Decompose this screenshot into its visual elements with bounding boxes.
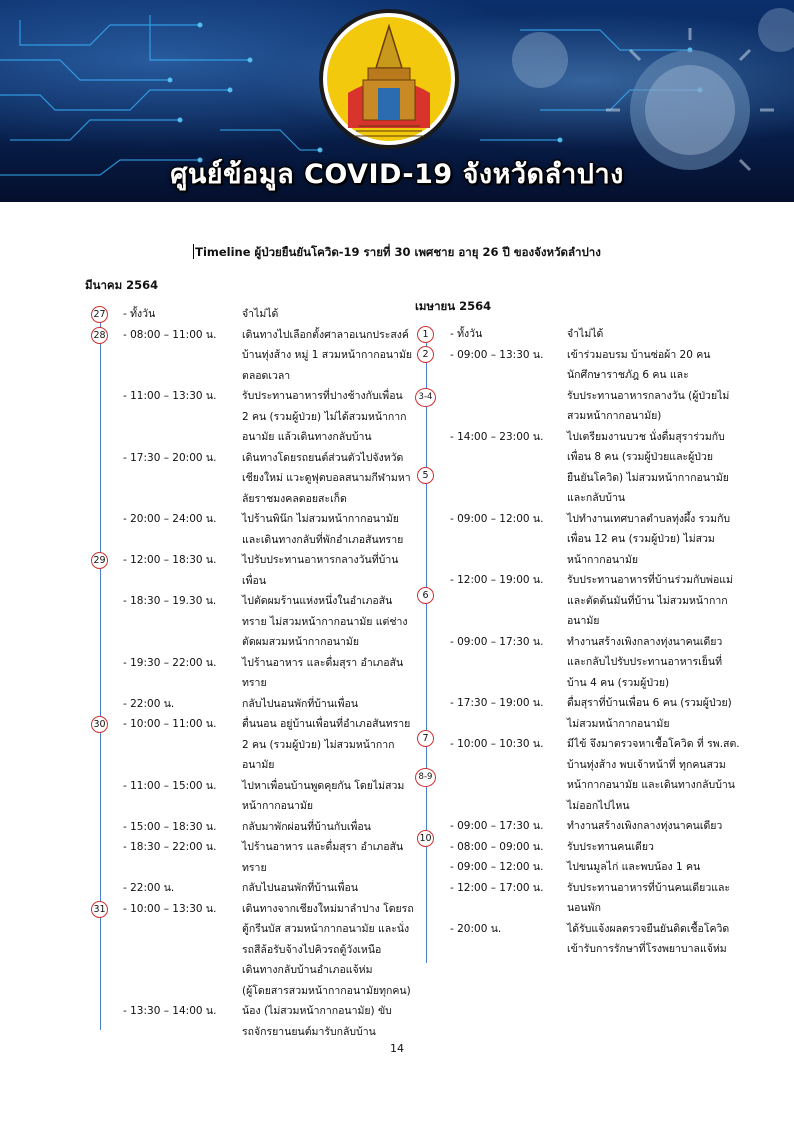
entry-description-line: เข้าร่วมอบรม บ้านซ่อผ้า 20 คน: [567, 348, 711, 361]
entry-time: - 18:30 – 19.30 น.: [123, 595, 217, 607]
day-marker: 31: [91, 901, 108, 918]
entry-description-line: รับประทานอาหารกลางวัน (ผู้ป่วยไม่: [567, 389, 730, 402]
virus-icon: [512, 8, 794, 170]
entry-description-line: ไปรับประทานอาหารกลางวันที่บ้าน: [242, 554, 399, 566]
entry-description-line: ทราย ไม่สวมหน้ากากอนามัย แต่ช่าง: [242, 615, 408, 628]
month-april: เมษายน 2564: [415, 299, 492, 313]
day-marker: 27: [91, 306, 108, 323]
entry-description-line: รับประทานอาหารที่ปางช้างกับเพื่อน: [242, 390, 403, 402]
entry-time: - 13:30 – 14:00 น.: [123, 1005, 217, 1017]
entry-description-line: มีไข้ จึงมาตรวจหาเชื้อโควิด ที่ รพ.สต.: [567, 738, 740, 750]
entry-description-line: รถสีล้อรับจ้างไปคิวรถตู้วังเหนือ: [242, 943, 382, 956]
entry-time: - 18:30 – 22:00 น.: [123, 841, 217, 853]
entry-time: - 11:00 – 15:00 น.: [123, 779, 217, 792]
entry-time: - 10:00 – 11:00 น.: [123, 718, 217, 730]
entry-time: - 12:00 – 18:30 น.: [123, 554, 217, 566]
entry-description-line: น้อง (ไม่สวมหน้ากากอนามัย) ขับ: [242, 1005, 392, 1017]
entry-time: - 20:00 – 24:00 น.: [123, 513, 217, 525]
entry-description-line: ทราย: [242, 861, 267, 874]
day-marker: 2: [417, 346, 434, 363]
entry-description-line: ไปร้านพิน๊ก ไม่สวมหน้ากากอนามัย: [242, 513, 399, 525]
page-number: 14: [390, 1042, 404, 1055]
entry-time: - 09:00 – 12:00 น.: [450, 861, 544, 873]
entry-description-line: ไปร้านอาหาร และดื่มสุรา อำเภอสัน: [242, 841, 404, 853]
month-march: มีนาคม 2564: [85, 278, 159, 292]
entry-description-line: หน้ากากอนามัย: [242, 800, 314, 812]
header-banner: [0, 0, 794, 202]
entry-description-line: ไม่ออกไปไหน: [567, 799, 630, 812]
document-title-text: Timeline ผู้ป่วยยืนยันโควิด-19 รายที่ 30 เพศชาย อายุ 26 ปี ของจังหวัดลำปาง: [195, 245, 601, 259]
entry-time: - 09:00 – 17:30 น.: [450, 820, 544, 832]
entry-description-line: ไปตัดผมร้านแห่งหนึ่งในอำเภอสัน: [242, 595, 393, 607]
entry-description-line: ตู้กรีนบัส สวมหน้ากากอนามัย และนั่ง: [242, 923, 410, 935]
entry-description-line: จำไม่ได้: [242, 308, 279, 320]
entry-time: - 09:00 – 17:30 น.: [450, 635, 544, 648]
entry-description-line: ตลอดเวลา: [242, 369, 291, 382]
entry-description-line: และเดินทางกลับที่พักอำเภอสันทราย: [242, 533, 404, 546]
entry-description-line: รับประทานคนเดียว: [567, 840, 654, 853]
day-marker: 29: [91, 552, 108, 569]
entry-description-line: และกลับบ้าน: [567, 492, 626, 504]
entry-description-line: ไปทำงานเทศบาลตำบลทุ่งผึ้ง รวมกับ: [567, 512, 731, 525]
day-marker: 28: [91, 327, 108, 344]
timeline-line-april: [426, 343, 427, 963]
day-marker: 1: [417, 326, 434, 343]
entry-time: - ทั้งวัน: [123, 308, 156, 320]
entry-description-line: ทำงานสร้างเพิงกลางทุ่งนาคนเดียว: [567, 820, 723, 832]
day-marker: 5: [417, 467, 434, 484]
entry-time: - 14:00 – 23:00 น.: [450, 430, 544, 443]
entry-time: - 22:00 น.: [123, 882, 175, 894]
day-marker: 3-4: [415, 388, 436, 407]
entry-description-line: ดื่มสุราที่บ้านเพื่อน 6 คน (รวมผู้ป่วย): [567, 697, 732, 709]
entry-time: - 08:00 – 11:00 น.: [123, 328, 217, 341]
entry-description-line: รับประทานอาหารที่บ้านคนเดียวและ: [567, 881, 731, 894]
entry-description-line: ไปร้านอาหาร และดื่มสุรา อำเภอสัน: [242, 656, 404, 669]
entry-description-line: ยืนยันโควิด) ไม่สวมหน้ากากอนามัย: [567, 471, 729, 484]
entry-description-line: รับประทานอาหารที่บ้านร่วมกับพ่อแม่: [567, 574, 733, 586]
entry-description-line: เชียงใหม่ แวะดูฟุตบอลสนามกีฬามหา: [242, 472, 411, 484]
entry-description-line: เดินทางไปเลือกตั้งศาลาอเนกประสงค์: [242, 328, 409, 341]
entry-description-line: บ้านทุ่งส้าง พบเจ้าหน้าที่ ทุกคนสวม: [567, 758, 726, 771]
entry-description-line: ทำงานสร้างเพิงกลางทุ่งนาคนเดียว: [567, 635, 723, 648]
entry-description-line: 2 คน (รวมผู้ป่วย) ไม่สวมหน้ากาก: [242, 738, 395, 751]
entry-time: - 11:00 – 13:30 น.: [123, 390, 217, 402]
day-marker: 7: [417, 730, 434, 747]
entry-description-line: 2 คน (รวมผู้ป่วย) ไม่ได้สวมหน้ากาก: [242, 410, 407, 423]
lampang-seal-logo: [318, 8, 460, 150]
day-marker: 10: [417, 830, 434, 847]
entry-description-line: ตัดผมสวมหน้ากากอนามัย: [242, 636, 359, 648]
entry-description-line: สวมหน้ากากอนามัย): [567, 410, 662, 422]
entry-description-line: เดินทางกลับบ้านอำเภอแจ้ห่ม: [242, 964, 373, 976]
entry-description-line: ตื่นนอน อยู่บ้านเพื่อนที่อำเภอสันทราย: [242, 718, 411, 730]
entry-time: - 17:30 – 20:00 น.: [123, 451, 217, 464]
entry-description-line: ไปหาเพื่อนบ้านพูดคุยกัน โดยไม่สวม: [242, 779, 405, 792]
entry-time: - 10:00 – 13:30 น.: [123, 902, 217, 915]
document-title: [0, 244, 794, 262]
entry-description-line: ไม่สวมหน้ากากอนามัย: [567, 717, 670, 730]
entry-time: - 09:00 – 13:30 น.: [450, 348, 544, 361]
entry-description-line: นักศึกษาราชภัฎ 6 คน และ: [567, 369, 689, 381]
entry-description-line: เพื่อน 12 คน (รวมผู้ป่วย) ไม่สวม: [567, 533, 715, 545]
entry-description-line: เพื่อน 8 คน (รวมผู้ป่วยและผู้ป่วย: [567, 451, 714, 463]
entry-description-line: นอนพัก: [567, 902, 601, 914]
entry-description-line: อนามัย: [242, 759, 275, 771]
entry-time: - 08:00 – 09:00 น.: [450, 840, 544, 853]
entry-time: - 12:00 – 17:00 น.: [450, 881, 544, 894]
entry-description-line: ลัยราชมงคลดอยสะเก็ด: [242, 492, 347, 505]
day-marker: 30: [91, 716, 108, 733]
entry-time: - 10:00 – 10:30 น.: [450, 738, 544, 750]
entry-description-line: ไปขนมูลไก่ และพบน้อง 1 คน: [567, 861, 701, 873]
entry-description-line: รถจักรยานยนต์มารับกลับบ้าน: [242, 1025, 376, 1038]
entry-time: - 12:00 – 19:00 น.: [450, 574, 544, 586]
entry-description-line: หน้ากากอนามัย และเดินทางกลับบ้าน: [567, 779, 735, 791]
day-marker: 6: [417, 587, 434, 604]
entry-description-line: ไปเตรียมงานบวช นั่งดื่มสุราร่วมกับ: [567, 430, 725, 443]
entry-description-line: กลับไปนอนพักที่บ้านเพื่อน: [242, 882, 358, 894]
entry-description-line: จำไม่ได้: [567, 328, 604, 340]
timeline-line-march: [100, 322, 101, 1030]
entry-description-line: ได้รับแจ้งผลตรวจยืนยันติดเชื้อโควิด: [567, 922, 730, 935]
entry-description-line: กลับมาพักผ่อนที่บ้านกับเพื่อน: [242, 820, 371, 833]
entry-description-line: เดินทางจากเชียงใหม่มาลำปาง โดยรถ: [242, 902, 414, 915]
entry-time: - 22:00 น.: [123, 697, 175, 710]
entry-description-line: เพื่อน: [242, 574, 266, 587]
entry-time: - 19:30 – 22:00 น.: [123, 656, 217, 669]
banner-title: ศูนย์ข้อมูล COVID-19 จังหวัดลำปาง: [170, 159, 624, 190]
entry-description-line: เดินทางโดยรถยนต์ส่วนตัวไปจังหวัด: [242, 451, 404, 464]
entry-description-line: อนามัย: [567, 615, 600, 627]
day-marker: 8-9: [415, 768, 436, 787]
entry-time: - 09:00 – 12:00 น.: [450, 512, 544, 525]
entry-description-line: ทราย: [242, 677, 267, 689]
entry-description-line: เข้ารับการรักษาที่โรงพยาบาลแจ้ห่ม: [567, 943, 727, 955]
entry-description-line: และตัดต้นมันที่บ้าน ไม่สวมหน้ากาก: [567, 594, 728, 607]
entry-description-line: บ้าน 4 คน (รวมผู้ป่วย): [567, 676, 670, 689]
entry-description-line: และกลับไปรับประทานอาหารเย็นที่: [567, 656, 722, 668]
entry-description-line: (ผู้โดยสารสวมหน้ากากอนามัยทุกคน): [242, 984, 411, 997]
entry-description-line: บ้านทุ่งส้าง หมู่ 1 สวมหน้ากากอนามัย: [242, 349, 413, 361]
entry-time: - ทั้งวัน: [450, 328, 483, 340]
entry-time: - 17:30 – 19:00 น.: [450, 697, 544, 709]
entry-description-line: หน้ากากอนามัย: [567, 553, 639, 566]
text-cursor: [193, 244, 194, 259]
entry-description-line: อนามัย แล้วเดินทางกลับบ้าน: [242, 431, 372, 443]
entry-time: - 20:00 น.: [450, 922, 502, 935]
entry-time: - 15:00 – 18:30 น.: [123, 820, 217, 833]
entry-description-line: กลับไปนอนพักที่บ้านเพื่อน: [242, 697, 358, 710]
